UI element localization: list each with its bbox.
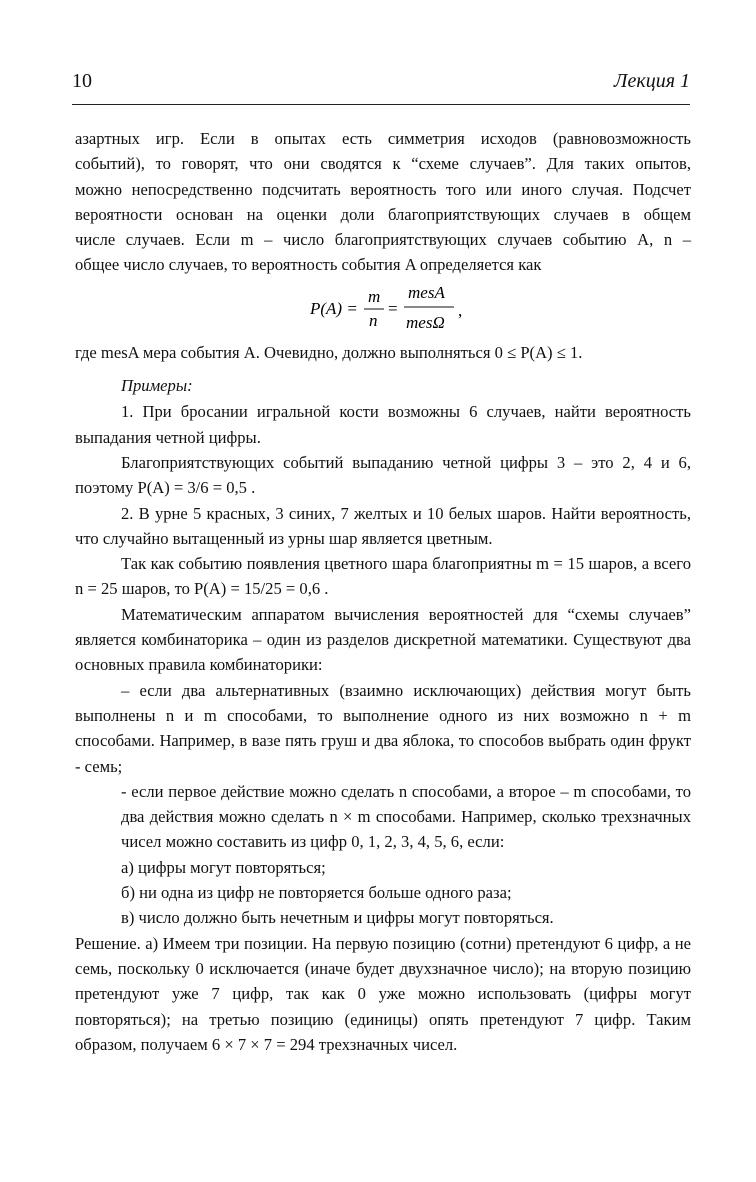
example-2-solution: Так как событию появления цветного шара благоприятны m = 15 шаров, а всего n = 25 шаров, то P(A) = 15/25 = 0,6 . — [75, 554, 691, 599]
rule-2: - если первое действие можно сделать n способами, а второе – m способами, то два действия можно сделать n × m способами. Например, сколько трехзначных чисел можно составить из цифр 0, 1, 2, 3, 4, 5, 6, если: — [121, 781, 691, 852]
header-divider — [72, 104, 690, 105]
formula-lhs: P(A) = — [310, 298, 358, 318]
case-a: а) цифры могут повторяться; — [121, 857, 326, 877]
page-header — [72, 70, 690, 100]
formula-num1: m — [368, 286, 381, 306]
solution: Решение. а) Имеем три позиции. На первую позицию (сотни) претендуют 6 цифр, а не семь, поскольку 0 исключается (иначе будет двухзначное число); на вторую позицию претендуют уже 7 цифр, так как 0 уже можно использовать (цифры могут повторяться); на третью позицию (единицы) опять претендуют 7 цифр. Таким образом, получаем 6 × 7 × 7 = 294 трехзначных чисел. — [75, 933, 691, 1054]
paragraph-line: азартных игр. Если в опытах есть симметрия исходов (равновозможность — [75, 129, 691, 148]
examples-title: Примеры: — [121, 376, 193, 396]
formula-tail: , — [458, 300, 463, 320]
example-1: 1. При бросании игральной кости возможны 6 случаев, найти вероятность выпадания четной цифры. — [75, 402, 691, 447]
paragraph-line: можно непосредственно подсчитать вероятность того или иного случая. Подсчет — [75, 179, 691, 199]
case-c: в) число должно быть нечетным и цифры могут повторяться. — [121, 908, 554, 928]
formula-num2: mesA — [408, 282, 445, 302]
paragraph-line: числе случаев. Если m – число благоприятствующих случаев событию A, n – — [75, 230, 691, 250]
formula-eq: = — [388, 298, 398, 318]
paragraph: где mesA мера события А. Очевидно, должно выполняться 0 ≤ P(A) ≤ 1. — [75, 342, 583, 362]
case-b: б) ни одна из цифр не повторяется больше одного раза; — [121, 883, 512, 903]
paragraph-line: вероятности основан на оценки доли благоприятствующих случаев в общем — [75, 204, 691, 224]
probability-formula — [75, 278, 691, 340]
paragraph-line: общее число случаев, то вероятность события A определяется как — [75, 255, 542, 275]
example-1-solution: Благоприятствующих событий выпаданию четной цифры 3 – это 2, 4 и 6, поэтому P(A) = 3/6 = 0,5 . — [75, 452, 691, 498]
rule-1: – если два альтернативных (взаимно исключающих) действия могут быть выполнены n и m способами, то выполнение одного из них возможно n + m способами. Например, в вазе пять груш и два яблока, то способов выбрать один фрукт - семь; — [75, 680, 691, 776]
page-number: 10 — [72, 70, 92, 92]
paragraph: Математическим аппаратом вычисления вероятностей для “схемы случаев” является комбинаторика – один из разделов дискретной математики. Существуют два основных правила комбинаторики: — [75, 604, 691, 675]
running-title: Лекция 1 — [613, 70, 690, 92]
example-2: 2. В урне 5 красных, 3 синих, 7 желтых и 10 белых шаров. Найти вероятность, что случайно вытащенный из урны шар является цветным. — [75, 503, 691, 548]
page-body — [75, 126, 691, 1057]
paragraph-line: событий), то говорят, что они сводятся к “схеме случаев”. Для таких опытов, — [75, 154, 691, 174]
formula-den2: mesΩ — [406, 312, 445, 332]
formula-den1: n — [369, 310, 378, 330]
